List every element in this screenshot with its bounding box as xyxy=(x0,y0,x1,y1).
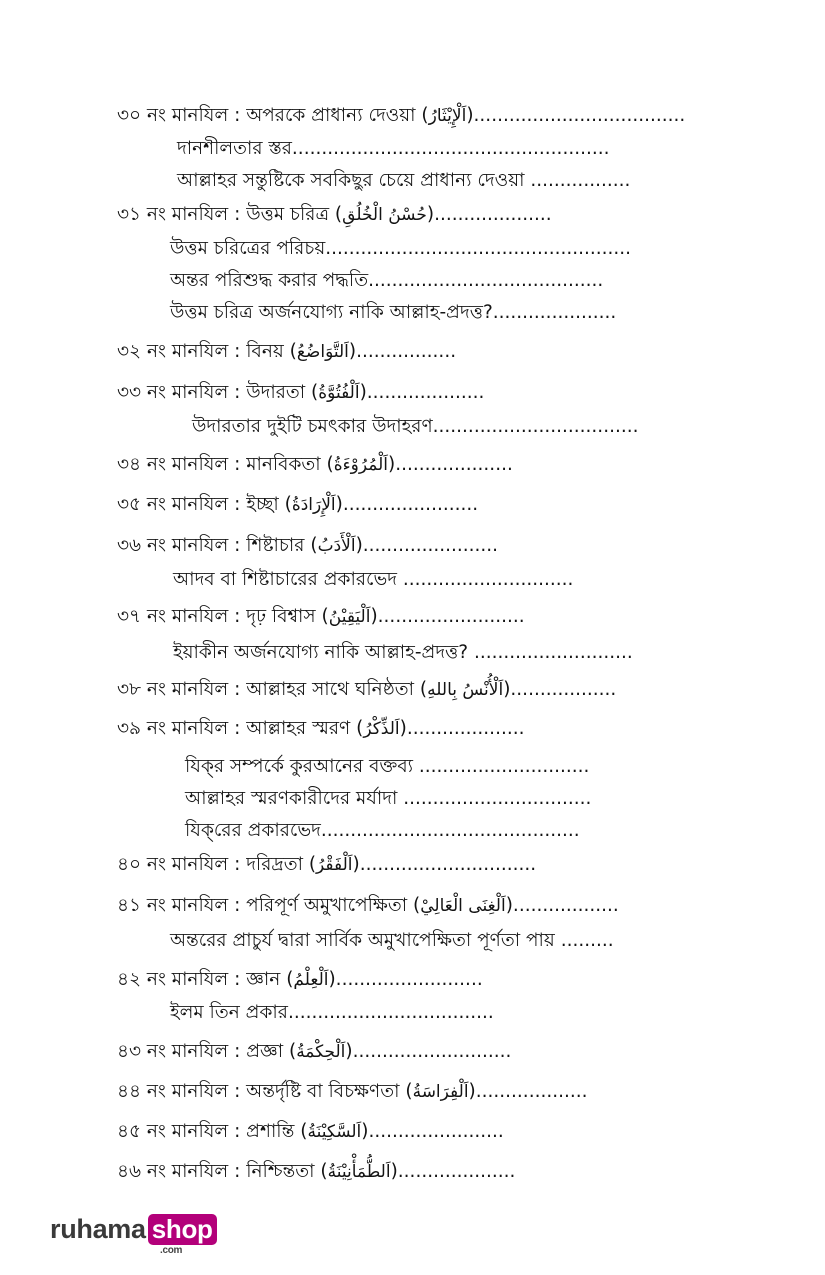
toc-chapter-entry xyxy=(117,1080,588,1104)
toc-subentry xyxy=(173,568,573,592)
arabic-term: اَلْفَقْرُ xyxy=(316,855,353,875)
toc-chapter-entry xyxy=(117,1040,511,1064)
entry-title: ৩৫ নং মানযিল : ইচ্ছা ( xyxy=(117,494,292,515)
entry-title: ৩৩ নং মানযিল : উদারতা ( xyxy=(117,382,319,403)
entry-title: ৪৪ নং মানযিল : অন্তর্দৃষ্টি বা বিচক্ষণতা ( xyxy=(117,1081,413,1102)
toc-subentry xyxy=(170,237,631,261)
arabic-term: اَلْإِيْثَارُ xyxy=(428,106,467,126)
toc-chapter-entry xyxy=(117,605,525,629)
dot-leader: )....................... xyxy=(355,535,499,556)
toc-chapter-entry xyxy=(117,678,616,702)
entry-title: উত্তম চরিত্রের পরিচয়.................................................... xyxy=(170,238,632,259)
entry-title: ৪২ নং মানযিল : জ্ঞান ( xyxy=(117,969,294,990)
toc-subentry xyxy=(170,1001,494,1025)
entry-title: আদব বা শিষ্টাচারের প্রকারভেদ ............................. xyxy=(173,569,574,590)
dot-leader: ).................. xyxy=(503,679,617,700)
dot-leader: )....................... xyxy=(361,1121,504,1142)
toc-subentry xyxy=(170,929,614,953)
entry-title: আল্লাহর স্মরণকারীদের মর্যাদা ................................ xyxy=(185,788,592,809)
toc-chapter-entry xyxy=(117,453,513,477)
ruhamashop-logo xyxy=(50,1214,217,1256)
toc-chapter-entry xyxy=(117,534,498,558)
toc-subentry xyxy=(177,169,630,193)
arabic-term: اَلْعِلْمُ xyxy=(293,970,329,990)
entry-title: ৪০ নং মানযিল : দরিদ্রতা ( xyxy=(117,854,317,875)
dot-leader: )....................... xyxy=(335,494,479,515)
entry-title: যিক্‌র সম্পর্কে কুরআনের বক্তব্য ............................. xyxy=(185,756,590,777)
toc-subentry xyxy=(185,755,589,779)
logo-text-com: .com xyxy=(160,1245,183,1256)
arabic-term: اَلْإِرَادَةُ xyxy=(291,495,336,515)
arabic-term: اَلْفُتُوَّةُ xyxy=(318,383,360,403)
entry-title: ৪৫ নং মানযিল : প্রশান্তি ( xyxy=(117,1121,308,1142)
dot-leader: ).................... xyxy=(388,454,513,475)
arabic-term: اَلْغِنَى الْعَالِيْ xyxy=(420,896,506,916)
dot-leader: ).................... xyxy=(359,382,485,403)
entry-title: ইলম তিন প্রকার................................... xyxy=(170,1002,494,1023)
entry-title: ৩২ নং মানযিল : বিনয় ( xyxy=(117,341,297,362)
entry-title: ৩০ নং মানযিল : অপরকে প্রাধান্য দেওয়া ( xyxy=(117,105,429,126)
dot-leader: ).................................... xyxy=(466,105,686,126)
toc-subentry xyxy=(170,301,616,325)
entry-title: ইয়াকীন অর্জনযোগ্য নাকি আল্লাহ-প্রদত্ত? ........................... xyxy=(173,642,633,663)
arabic-term: اَلْأُنْسُ بِاللهِ xyxy=(427,680,504,700)
entry-title: উদারতার দুইটি চমৎকার উদাহরণ................................... xyxy=(192,416,639,437)
dot-leader: ).................. xyxy=(505,895,619,916)
dot-leader: ).................... xyxy=(399,718,525,739)
toc-chapter-entry xyxy=(117,340,456,364)
toc-chapter-entry xyxy=(117,853,536,877)
logo-text-shop: shop xyxy=(148,1214,217,1245)
toc-chapter-entry xyxy=(117,1120,504,1144)
entry-title: যিক্‌রের প্রকারভেদ............................................ xyxy=(185,820,580,841)
arabic-term: اَلذِّكْرُ xyxy=(363,719,400,739)
entry-title: অন্তরের প্রাচুর্য দ্বারা সার্বিক অমুখাপেক্ষিতা পূর্ণতা পায় ......... xyxy=(170,930,614,951)
arabic-term: اَلْيَقِيْنُ xyxy=(328,607,371,627)
toc-subentry xyxy=(177,137,610,161)
toc-chapter-entry xyxy=(117,493,478,517)
toc-chapter-entry xyxy=(117,104,685,128)
entry-title: অন্তর পরিশুদ্ধ করার পদ্ধতি........................................ xyxy=(170,270,604,291)
toc-chapter-entry xyxy=(117,894,619,918)
dot-leader: ).............................. xyxy=(352,854,537,875)
toc-subentry xyxy=(192,415,638,439)
arabic-term: اَلْأَدَبُ xyxy=(317,536,356,556)
toc-chapter-entry xyxy=(117,717,524,741)
arabic-term: اَلْحِكْمَةُ xyxy=(296,1042,346,1062)
arabic-term: اَلتَّوَاضُعُ xyxy=(296,342,349,362)
toc-subentry xyxy=(173,641,633,665)
entry-title: ৩৮ নং মানযিল : আল্লাহর সাথে ঘনিষ্ঠতা ( xyxy=(117,679,428,700)
arabic-term: اَلْمُرُوْءَةُ xyxy=(333,455,388,475)
entry-title: দানশীলতার স্তর...................................................... xyxy=(177,138,610,159)
entry-title: ৪৩ নং মানযিল : প্রজ্ঞা ( xyxy=(117,1041,297,1062)
entry-title: ৩৪ নং মানযিল : মানবিকতা ( xyxy=(117,454,334,475)
entry-title: ৩১ নং মানযিল : উত্তম চরিত্র ( xyxy=(117,204,343,225)
dot-leader: )................... xyxy=(468,1081,588,1102)
entry-title: আল্লাহর সন্তুষ্টিকে সবকিছুর চেয়ে প্রাধান্য দেওয়া ................. xyxy=(177,170,631,191)
entry-title: ৩৯ নং মানযিল : আল্লাহর স্মরণ ( xyxy=(117,718,364,739)
dot-leader: )......................... xyxy=(370,606,525,627)
entry-title: ৪৬ নং মানযিল : নিশ্চিন্ততা ( xyxy=(117,1161,328,1182)
arabic-term: حُسْنُ الْخُلُقِ xyxy=(342,205,427,225)
toc-subentry xyxy=(185,819,580,843)
toc-subentry xyxy=(170,269,603,293)
arabic-term: اَلسَّكِيْنَةُ xyxy=(307,1122,362,1142)
dot-leader: )................. xyxy=(348,341,457,362)
arabic-term: اَلطُّمَأْنِيْنَةُ xyxy=(327,1162,391,1182)
dot-leader: )......................... xyxy=(328,969,483,990)
entry-title: ৪১ নং মানযিল : পরিপূর্ণ অমুখাপেক্ষিতা ( xyxy=(117,895,421,916)
toc-chapter-entry xyxy=(117,381,484,405)
dot-leader: ).................... xyxy=(426,204,552,225)
toc-chapter-entry xyxy=(117,203,552,227)
toc-chapter-entry xyxy=(117,968,483,992)
entry-title: ৩৭ নং মানযিল : দৃঢ় বিশ্বাস ( xyxy=(117,606,329,627)
arabic-term: اَلْفِرَاسَةُ xyxy=(412,1082,469,1102)
toc-chapter-entry xyxy=(117,1160,515,1184)
dot-leader: )........................... xyxy=(345,1041,512,1062)
dot-leader: ).................... xyxy=(390,1161,516,1182)
logo-text-ruhama: ruhama xyxy=(50,1214,146,1244)
toc-subentry xyxy=(185,787,591,811)
entry-title: উত্তম চরিত্র অর্জনযোগ্য নাকি আল্লাহ-প্রদত্ত?..................... xyxy=(170,302,617,323)
entry-title: ৩৬ নং মানযিল : শিষ্টাচার ( xyxy=(117,535,318,556)
